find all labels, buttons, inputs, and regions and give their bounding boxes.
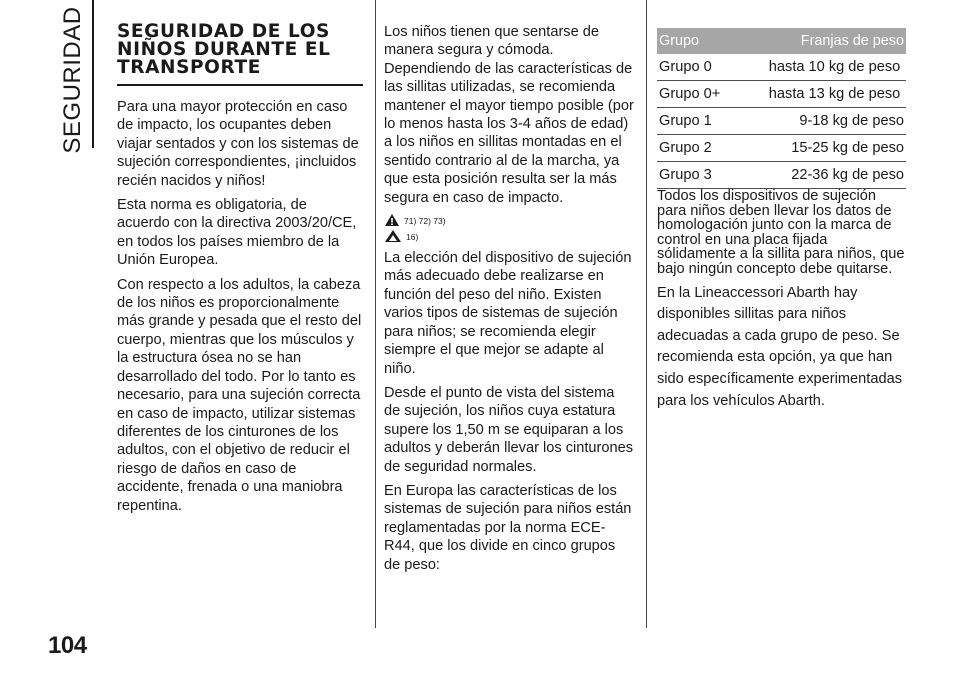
column-divider [375, 0, 376, 628]
paragraph: Todos los dispositivos de sujeción para niños deben llevar los datos de homologación junto con la marca de control en una placa fijada sólidamente a la sillita para niños, que bajo ningún concepto debe quitarse. [657, 188, 905, 277]
weight-cell: 22-36 kg de peso [725, 162, 906, 189]
warning-references [384, 213, 634, 227]
group-cell: Grupo 2 [657, 135, 725, 162]
weight-cell: 9-18 kg de peso [725, 108, 906, 135]
header-weight: Franjas de peso [725, 28, 906, 54]
weight-cell: hasta 13 kg de peso [725, 81, 906, 108]
paragraph: La elección del dispositivo de sujeción más adecuado debe realizarse en función del peso del niño. Existen varios tipos de sistemas de sujeción para niños; se recomienda elegir siempre el que mejor se adapte al niño. [384, 250, 632, 377]
warning-refs-text: 71) 72) 73) [404, 216, 446, 227]
group-cell: Grupo 3 [657, 162, 725, 189]
table-row [657, 135, 906, 162]
section-title [117, 23, 363, 77]
note-icon [384, 229, 402, 243]
header-group: Grupo [657, 28, 725, 54]
weight-cell: hasta 10 kg de peso [725, 54, 906, 81]
table-row [657, 54, 906, 81]
paragraph: En la Lineaccessori Abarth hay disponibles sillitas para niños adecuadas a cada grupo de peso. Se recomienda esta opción, ya que han sido específicamente experimentadas para los vehículos Abarth. [657, 284, 902, 409]
column-2 [384, 23, 634, 580]
paragraph: Los niños tienen que sentarse de manera segura y cómoda. Dependiendo de las características de las sillitas utilizadas, se recomienda mantener el mayor tiempo posible (por lo menos hasta los 3-4 años de edad) a los niños en sillitas montadas en el sentido contrario al de la marcha, ya que esta posición resulta ser la más segura en caso de impacto. [384, 24, 634, 206]
title-line: NIÑOS DURANTE EL [117, 39, 331, 60]
section-side-label [59, 0, 86, 160]
weight-cell: 15-25 kg de peso [725, 135, 906, 162]
table-row [657, 162, 906, 189]
group-cell: Grupo 0+ [657, 81, 725, 108]
side-label-text: SEGURIDAD [59, 6, 86, 154]
table-header-row [657, 28, 906, 54]
group-cell: Grupo 1 [657, 108, 725, 135]
group-cell: Grupo 0 [657, 54, 725, 81]
paragraph: Con respecto a los adultos, la cabeza de los niños es proporcionalmente más grande y pesada que el resto del cuerpo, mientras que los músculos y la estructura ósea no se han desarrollado del todo. Por lo tanto es necesario, para una sujeción correcta en caso de impacto, utilizar sistemas diferentes de los cinturones de los adultos, con el objetivo de reducir el riesgo de daños en caso de accidente, frenada o una maniobra repentina. [117, 276, 362, 514]
column-1 [117, 23, 363, 521]
title-line: SEGURIDAD DE LOS [117, 21, 330, 42]
table-row [657, 81, 906, 108]
column-divider [646, 0, 647, 628]
paragraph: Desde el punto de vista del sistema de sujeción, los niños cuya estatura supere los 1,50 m se equiparan a los adultos y deberán llevar los cinturones de seguridad normales. [384, 384, 634, 475]
side-divider [92, 0, 94, 148]
paragraph: Para una mayor protección en caso de impacto, los ocupantes deben viajar sentados y con los sistemas de sujeción correspondientes, ¡incluidos recién nacidos y niños! [117, 99, 359, 189]
table-row [657, 108, 906, 135]
note-references [384, 229, 634, 243]
page-number: 104 [48, 632, 87, 659]
note-refs-text: 16) [406, 232, 419, 243]
weight-groups-table [657, 28, 906, 189]
title-underline [117, 84, 363, 86]
paragraph: En Europa las características de los sistemas de sujeción para niños están reglamentadas por la norma ECE-R44, que los divide en cinco grupos de peso: [384, 482, 632, 573]
warning-triangle-icon [384, 213, 400, 227]
column-3 [657, 28, 906, 418]
paragraph: Esta norma es obligatoria, de acuerdo con la directiva 2003/20/CE, en todos los países miembro de la Unión Europea. [117, 197, 357, 269]
title-line: TRANSPORTE [117, 57, 261, 78]
